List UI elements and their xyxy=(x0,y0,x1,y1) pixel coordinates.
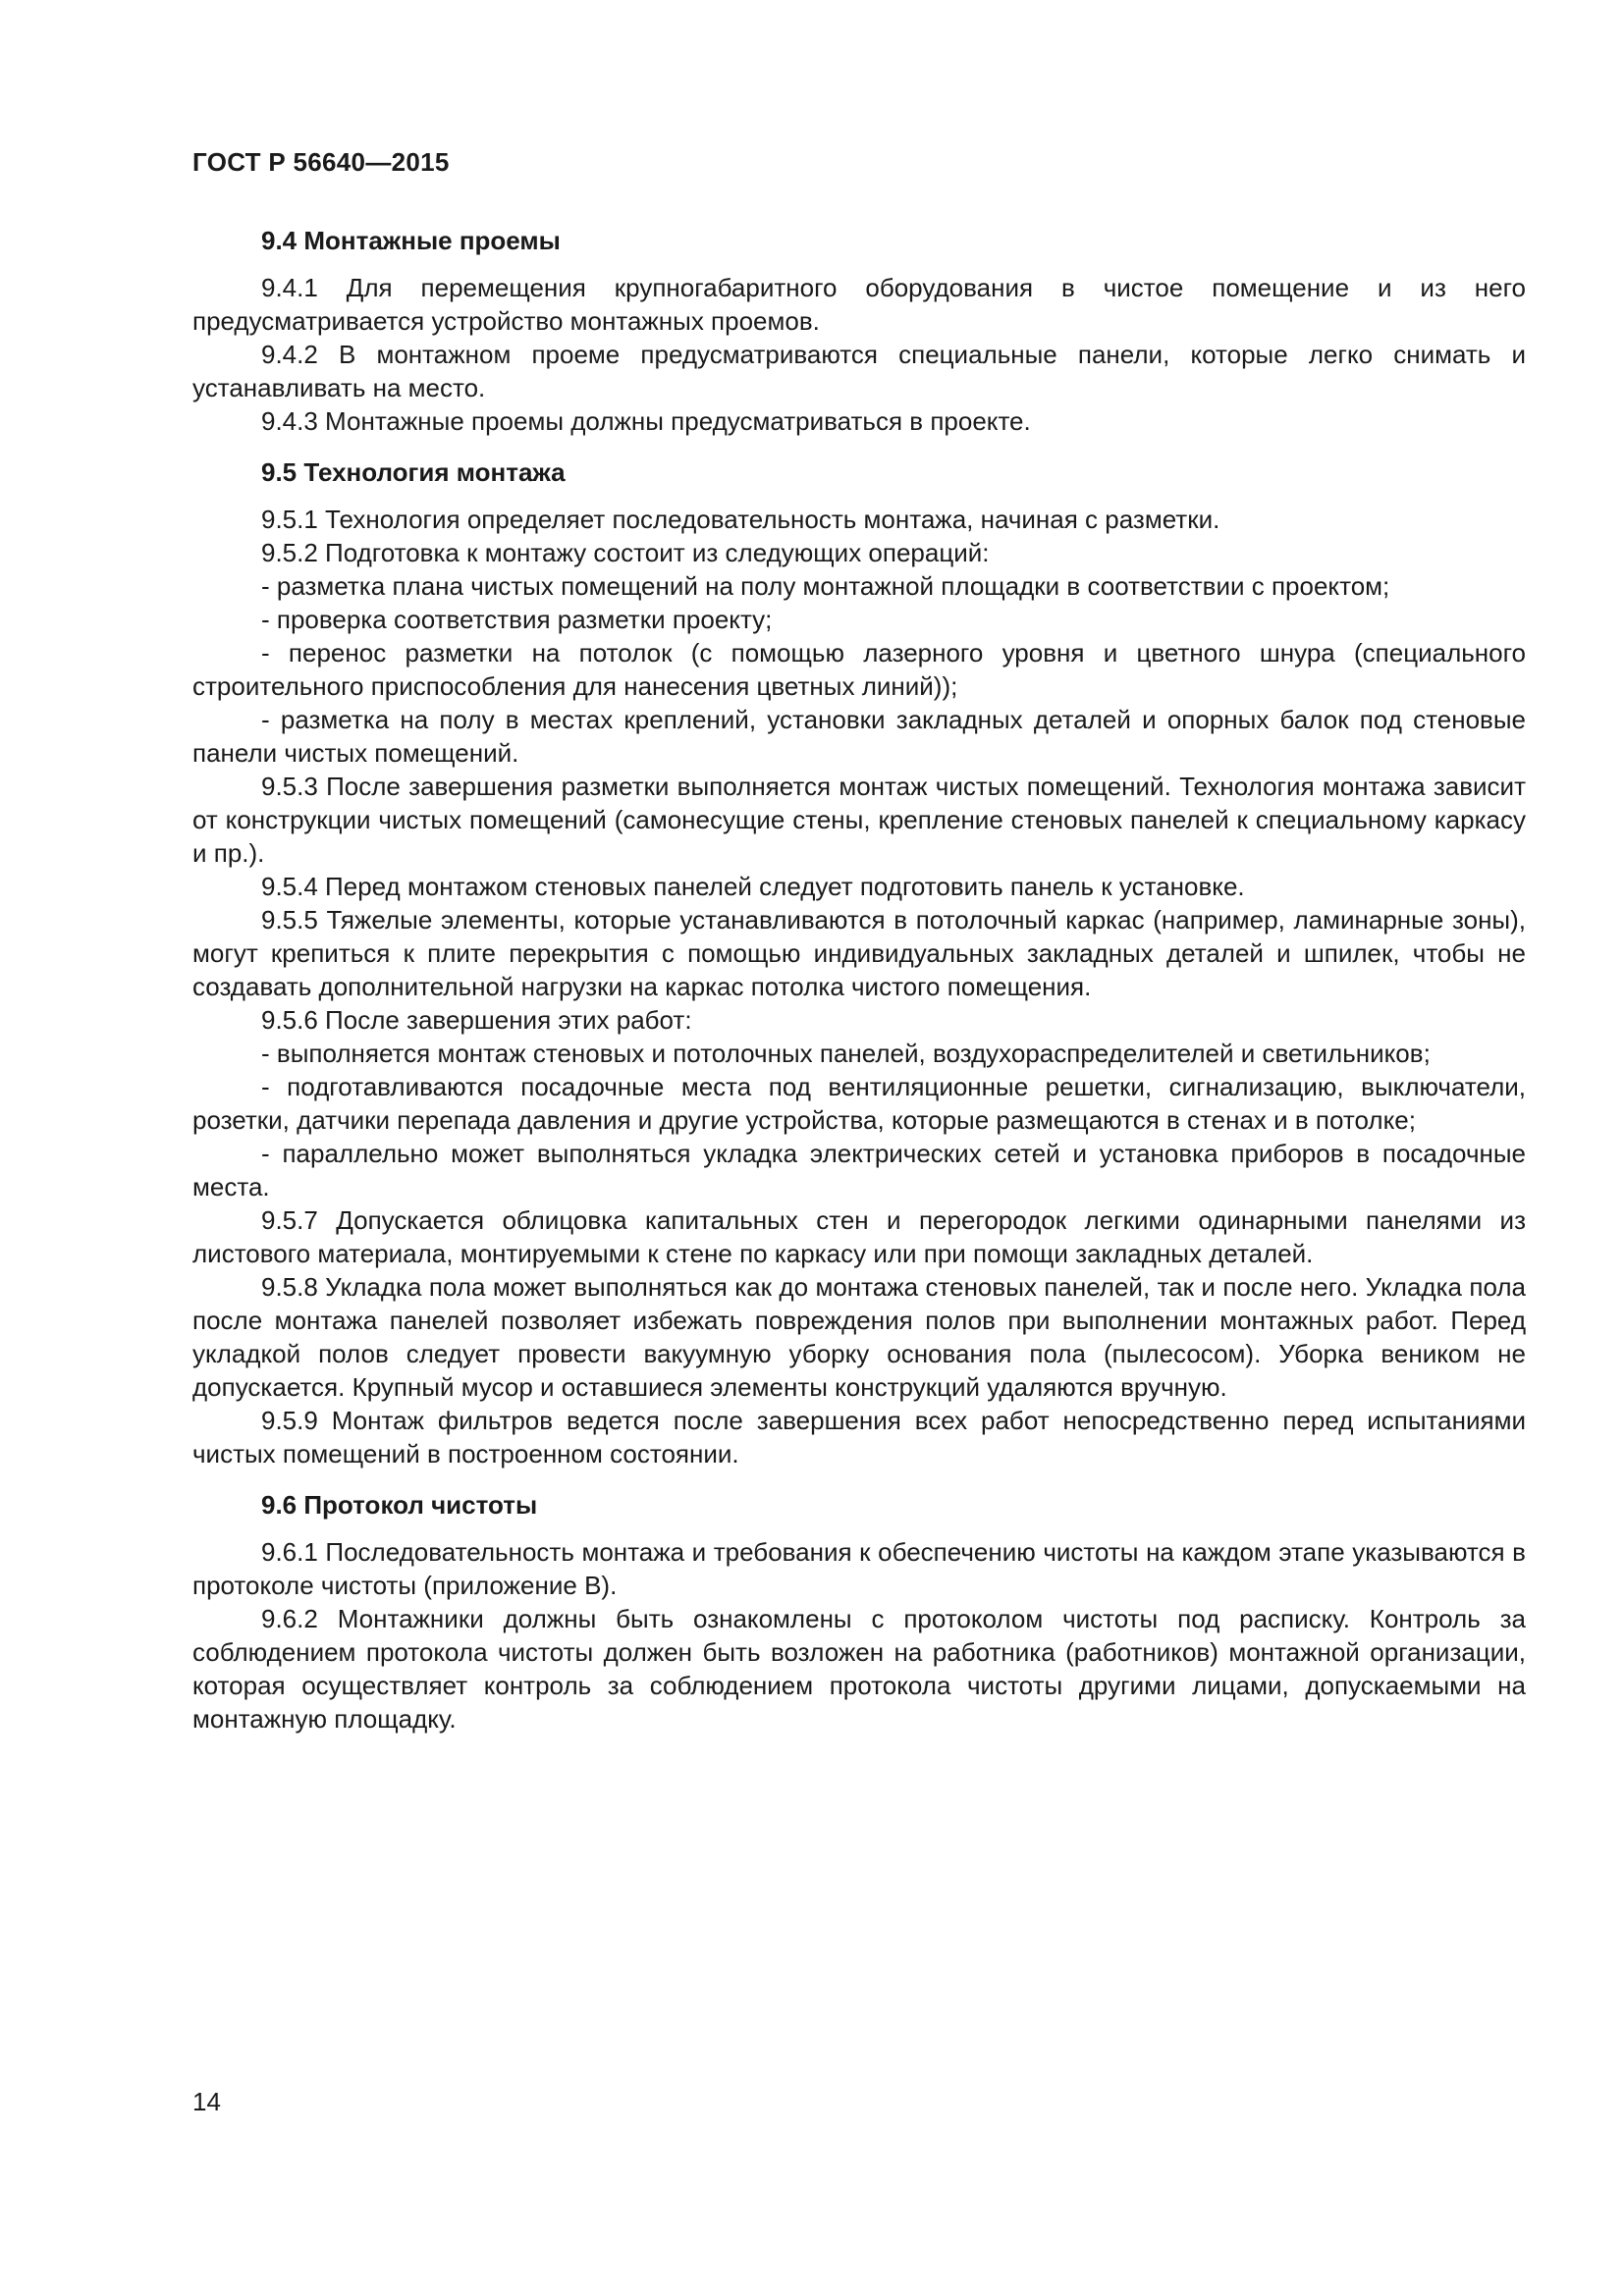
list-item: - проверка соответствия разметки проекту; xyxy=(261,605,773,634)
list-item: - параллельно может выполняться укладка электрических сетей и установка приборов в посадочные места. xyxy=(192,1139,1526,1201)
paragraph-9-4-3: 9.4.3 Монтажные проемы должны предусматриваться в проекте. xyxy=(261,406,1031,436)
list-item: - перенос разметки на потолок (с помощью лазерного уровня и цветного шнура (специального строительного приспособления для нанесения цветных линий)); xyxy=(192,638,1526,701)
paragraph-9-6-2: 9.6.2 Монтажники должны быть ознакомлены с протоколом чистоты под расписку. Контроль за соблюдением протокола чистоты должен быть возложен на работника (работников) монтажной организации, которая осуществляет контроль за соблюдением протокола чистоты другими лицами, допускаемыми на монтажную площадку. xyxy=(192,1604,1526,1734)
paragraph-9-5-5: 9.5.5 Тяжелые элементы, которые устанавливаются в потолочный каркас (например, ламинарные зоны), могут крепиться к плите перекрытия с помощью индивидуальных закладных деталей и шпилек, чтобы не создавать дополнительной нагрузки на каркас потолка чистого помещения. xyxy=(192,905,1526,1001)
paragraph-9-5-2: 9.5.2 Подготовка к монтажу состоит из следующих операций: xyxy=(261,538,990,567)
paragraph-9-6-1: 9.6.1 Последовательность монтажа и требования к обеспечению чистоты на каждом этапе указываются в протоколе чистоты (приложение В). xyxy=(192,1537,1526,1600)
document-id-header: ГОСТ Р 56640—2015 xyxy=(192,147,450,177)
page-number: 14 xyxy=(192,2087,221,2116)
paragraph-9-5-9: 9.5.9 Монтаж фильтров ведется после завершения всех работ непосредственно перед испытаниями чистых помещений в построенном состоянии. xyxy=(192,1406,1526,1468)
paragraph-9-5-3: 9.5.3 После завершения разметки выполняется монтаж чистых помещений. Технология монтажа зависит от конструкции чистых помещений (самонесущие стены, крепление стеновых панелей к специальному каркасу и пр.). xyxy=(192,772,1526,868)
paragraph-9-5-7: 9.5.7 Допускается облицовка капитальных стен и перегородок легкими одинарными панелями из листового материала, монтируемыми к стене по каркасу или при помощи закладных деталей. xyxy=(192,1205,1526,1268)
section-heading-9-4: 9.4 Монтажные проемы xyxy=(261,226,561,255)
paragraph-9-4-2: 9.4.2 В монтажном проеме предусматриваются специальные панели, которые легко снимать и устанавливать на место. xyxy=(192,340,1526,402)
section-heading-9-5: 9.5 Технология монтажа xyxy=(261,457,566,487)
list-item: - разметка плана чистых помещений на полу монтажной площадки в соответствии с проектом; xyxy=(261,571,1390,601)
paragraph-9-5-8: 9.5.8 Укладка пола может выполняться как до монтажа стеновых панелей, так и после него. Укладка пола после монтажа панелей позволяет избежать повреждения полов при выполнении монтажных работ. Перед укладкой полов следует провести вакуумную уборку основания пола (пылесосом). Уборка веником не допускается. Крупный мусор и оставшиеся элементы конструкций удаляются вручную. xyxy=(192,1272,1526,1402)
list-item: - разметка на полу в местах креплений, установки закладных деталей и опорных балок под стеновые панели чистых помещений. xyxy=(192,705,1526,768)
paragraph-9-5-1: 9.5.1 Технология определяет последовательность монтажа, начиная с разметки. xyxy=(261,505,1220,534)
page-body xyxy=(192,224,1526,1735)
list-item: - подготавливаются посадочные места под вентиляционные решетки, сигнализацию, выключатели, розетки, датчики перепада давления и другие устройства, которые размещаются в стенах и в потолке; xyxy=(192,1072,1526,1135)
section-heading-9-6: 9.6 Протокол чистоты xyxy=(261,1490,538,1520)
paragraph-9-5-4: 9.5.4 Перед монтажом стеновых панелей следует подготовить панель к установке. xyxy=(261,872,1245,901)
paragraph-9-4-1: 9.4.1 Для перемещения крупногабаритного оборудования в чистое помещение и из него предусматривается устройство монтажных проемов. xyxy=(192,273,1526,336)
list-item: - выполняется монтаж стеновых и потолочных панелей, воздухораспределителей и светильников; xyxy=(261,1039,1431,1068)
paragraph-9-5-6: 9.5.6 После завершения этих работ: xyxy=(261,1005,692,1035)
